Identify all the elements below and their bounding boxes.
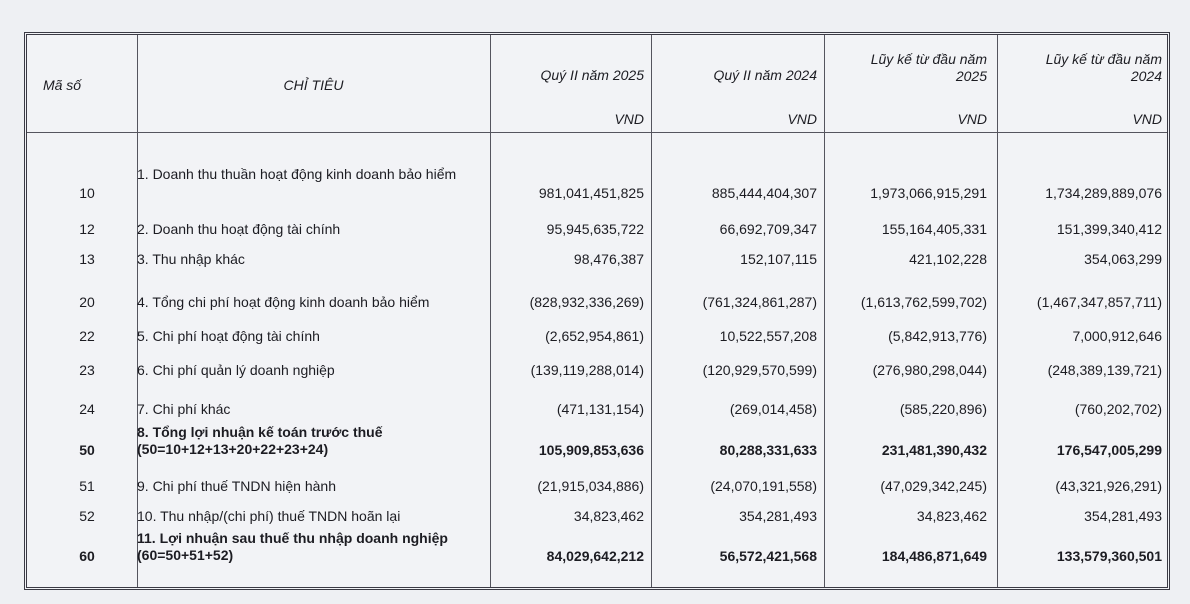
row-code: 51 — [79, 478, 95, 494]
row-value: (21,915,034,886) — [537, 478, 644, 494]
row-code: 23 — [79, 362, 95, 378]
row-code: 22 — [79, 328, 95, 344]
row-value: 151,399,340,412 — [1056, 221, 1162, 237]
income-statement-table — [24, 32, 1170, 590]
row-value: 1,734,289,889,076 — [1045, 185, 1162, 201]
row-label: 10. Thu nhập/(chi phí) thuế TNDN hoãn lại — [137, 508, 401, 524]
row-value: (1,613,762,599,702) — [860, 294, 987, 310]
unit-label: VND — [1132, 111, 1162, 127]
row-value: 7,000,912,646 — [1072, 328, 1162, 344]
row-value: 66,692,709,347 — [719, 221, 817, 237]
header-q2-2024: Quý II năm 2024 — [713, 67, 817, 83]
row-value: 354,281,493 — [739, 508, 817, 524]
row-code: 52 — [79, 508, 95, 524]
row-label: 3. Thu nhập khác — [137, 251, 245, 267]
row-code: 12 — [79, 221, 95, 237]
row-label: 2. Doanh thu hoạt động tài chính — [137, 221, 341, 237]
unit-label: VND — [787, 111, 817, 127]
row-value: 981,041,451,825 — [538, 185, 644, 201]
row-value: (761,324,861,287) — [702, 294, 817, 310]
row-value: 34,823,462 — [916, 508, 987, 524]
column-divider — [997, 35, 998, 587]
row-code: 24 — [79, 401, 95, 417]
column-divider — [651, 35, 652, 587]
row-value: 10,522,557,208 — [719, 328, 817, 344]
row-value: 98,476,387 — [573, 251, 644, 267]
row-value: 80,288,331,633 — [719, 442, 817, 458]
row-label: 4. Tổng chi phí hoạt động kinh doanh bảo hiểm — [137, 294, 430, 310]
row-value: (5,842,913,776) — [888, 328, 987, 344]
row-value: 1,973,066,915,291 — [870, 185, 987, 201]
row-value: 176,547,005,299 — [1056, 442, 1162, 458]
row-value: (120,929,570,599) — [702, 362, 817, 378]
row-value: 184,486,871,649 — [881, 548, 987, 564]
header-divider — [27, 132, 1167, 133]
row-value: (585,220,896) — [899, 401, 987, 417]
row-label: 7. Chi phí khác — [137, 401, 231, 417]
row-label: 11. Lợi nhuận sau thuế thu nhập doanh nghiệp (60=50+51+52) — [137, 530, 448, 563]
row-code: 50 — [79, 442, 95, 458]
row-value: (248,389,139,721) — [1047, 362, 1162, 378]
row-label: 5. Chi phí hoạt động tài chính — [137, 328, 320, 344]
row-value: (47,029,342,245) — [880, 478, 987, 494]
row-label: 9. Chi phí thuế TNDN hiện hành — [137, 478, 336, 494]
header-ytd-2025: Lũy kế từ đầu năm 2025 — [870, 51, 987, 84]
row-value: (760,202,702) — [1074, 401, 1162, 417]
row-value: 152,107,115 — [740, 251, 817, 267]
row-code: 10 — [79, 185, 95, 201]
row-label: 1. Doanh thu thuần hoạt động kinh doanh bảo hiểm — [137, 166, 457, 182]
row-value: (2,652,954,861) — [545, 328, 644, 344]
column-divider — [137, 35, 138, 587]
header-q2-2025: Quý II năm 2025 — [540, 67, 644, 83]
row-value: (139,119,288,014) — [530, 362, 644, 378]
header-code: Mã số — [42, 77, 82, 93]
row-value: 133,579,360,501 — [1056, 548, 1162, 564]
row-value: 885,444,404,307 — [711, 185, 817, 201]
row-value: (828,932,336,269) — [529, 294, 644, 310]
row-code: 60 — [79, 548, 95, 564]
row-value: (471,131,154) — [556, 401, 644, 417]
row-label: 6. Chi phí quản lý doanh nghiệp — [137, 362, 335, 378]
row-value: 155,164,405,331 — [881, 221, 987, 237]
row-label: 8. Tổng lợi nhuận kế toán trước thuế (50=10+12+13+20+22+23+24) — [137, 424, 383, 457]
row-value: 34,823,462 — [573, 508, 644, 524]
column-divider — [824, 35, 825, 587]
row-value: (276,980,298,044) — [872, 362, 987, 378]
row-value: 105,909,853,636 — [538, 442, 644, 458]
row-value: (24,070,191,558) — [710, 478, 817, 494]
row-value: 354,281,493 — [1084, 508, 1162, 524]
row-value: 84,029,642,212 — [546, 548, 644, 564]
unit-label: VND — [614, 111, 644, 127]
row-value: 231,481,390,432 — [881, 442, 987, 458]
row-value: 354,063,299 — [1084, 251, 1162, 267]
row-value: 421,102,228 — [909, 251, 987, 267]
row-value: (1,467,347,857,711) — [1036, 294, 1162, 310]
row-value: (269,014,458) — [729, 401, 817, 417]
row-value: 95,945,635,722 — [546, 221, 644, 237]
unit-label: VND — [957, 111, 987, 127]
column-divider — [490, 35, 491, 587]
row-value: 56,572,421,568 — [719, 548, 817, 564]
row-value: (43,321,926,291) — [1055, 478, 1162, 494]
row-code: 20 — [79, 294, 95, 310]
header-item: CHỈ TIÊU — [283, 77, 344, 93]
row-code: 13 — [79, 251, 95, 267]
header-ytd-2024: Lũy kế từ đầu năm 2024 — [1045, 51, 1162, 84]
